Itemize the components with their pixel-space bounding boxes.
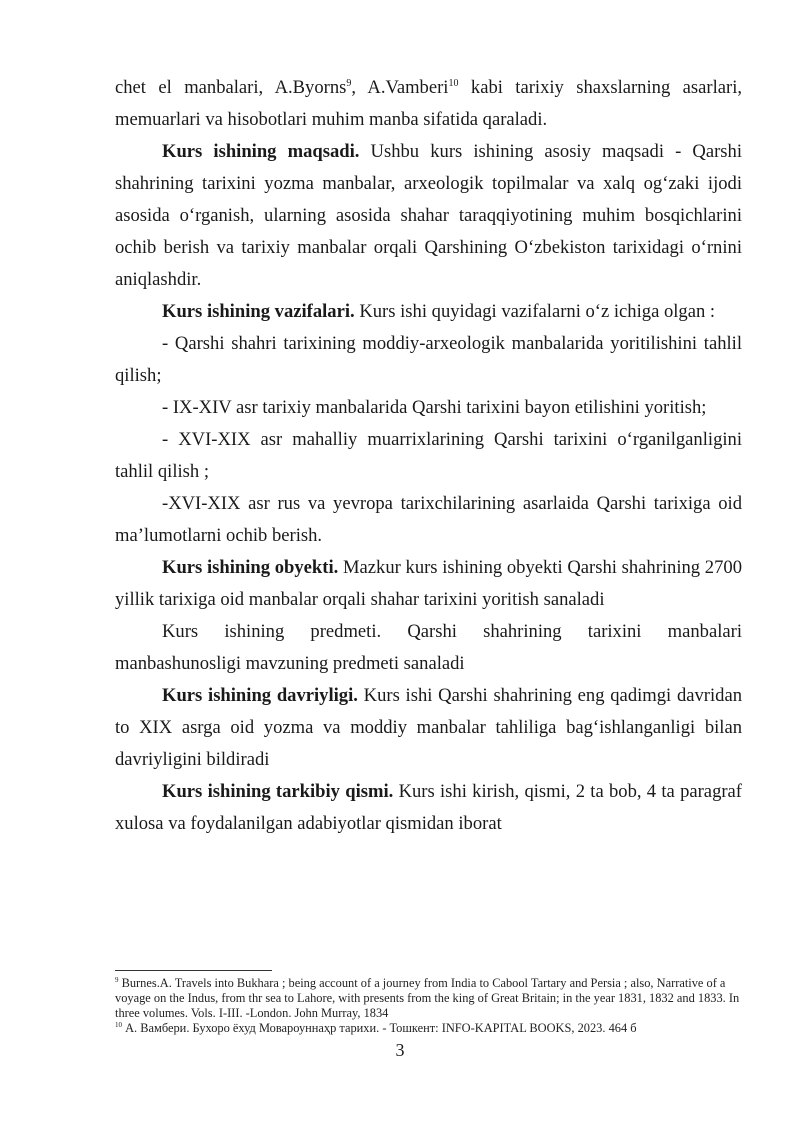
footnote-9: $^9$ Burnes.A. Travels into Bukhara ; being account of a journey from India to Cabool Tartary and Persia ; also, Narrative of a voyage on the Indus, from thr sea to Lahore, with presents from the king of Great Britain; in the year 1831, 1832 and 1833. In three volumes. Vols. I-III. -London. John Murray, 1834 (115, 975, 740, 1020)
paragraph-object: Kurs ishining obyekti. Mazkur kurs ishining obyekti Qarshi shahrining 2700 yillik tarixiga oid manbalar orqali shahar tarixini yoritish sanaladi (115, 557, 742, 610)
heading-tasks: Kurs ishining vazifalari. (162, 301, 355, 322)
body-text (115, 72, 742, 840)
heading-structure: Kurs ishining tarkibiy qismi. (162, 781, 394, 802)
paragraph-tasks: Kurs ishining vazifalari. Kurs ishi quyidagi vazifalarni o‘z ichiga olgan : (162, 301, 716, 322)
footnote-ref-9[interactable]: 9 (346, 77, 352, 89)
paragraph-subject: Kurs ishining predmeti. Qarshi shahrining tarixini manbalari manbashunosligi mavzuning predmeti sanaladi (115, 621, 742, 674)
task-item-1: - Qarshi shahri tarixining moddiy-arxeologik manbalarida yoritilishini tahlil qilish; (115, 333, 742, 386)
page-number: 3 (395, 1040, 405, 1060)
task-item-2: - IX-XIV asr tarixiy manbalarida Qarshi tarixini bayon etilishini yoritish; (162, 397, 707, 418)
footnote-mark: 9 (115, 975, 119, 984)
heading-object: Kurs ishining obyekti. (162, 557, 339, 578)
paragraph-intro-continuation: chet el manbalari, A.Byorns$^9$, A.Vamberi$^{10}$ kabi tarixiy shaxslarning asarlari, memuarlari va hisobotlari muhim manba sifatida qaraladi. (115, 77, 743, 130)
paragraph-structure: Kurs ishining tarkibiy qismi. Kurs ishi kirish, qismi, 2 ta bob, 4 ta paragraf xulosa va foydalanilgan adabiyotlar qismidan iborat (115, 781, 742, 834)
task-item-3: - XVI-XIX asr mahalliy muarrixlarining Qarshi tarixini o‘rganilganligini tahlil qilish ; (115, 429, 742, 482)
footnote-10: $^{10}$ А. Вамбери. Бухоро ёхуд Мовароуннаҳр тарихи. - Тошкент: INFO-KAPITAL BOOKS, 2023. 464 б (115, 1020, 637, 1035)
footnotes (115, 976, 742, 1036)
footnote-ref-10[interactable]: 10 (448, 77, 459, 89)
footnote-separator (115, 970, 272, 971)
task-item-4: -XVI-XIX asr rus va yevropa tarixchilarining asarlaida Qarshi tarixiga oid ma’lumotlarni ochib berish. (115, 493, 742, 546)
paragraph-aim: Kurs ishining maqsadi. Ushbu kurs ishining asosiy maqsadi - Qarshi shahrining tarixini yozma manbalar, arxeologik topilmalar va xalq og‘zaki ijodi asosida o‘rganish, ularning asosida shahar taraqqiyotining muhim bosqichlarini ochib berish va tarixiy manbalar orqali Qarshining O‘zbekiston tarixidagi o‘rnini aniqlashdir. (115, 141, 742, 290)
paragraph-period: Kurs ishining davriyligi. Kurs ishi Qarshi shahrining eng qadimgi davridan to XIX asrga oid yozma va moddiy manbalar tahliliga bag‘ishlanganligi bilan davriyligini bildiradi (115, 685, 742, 770)
heading-period: Kurs ishining davriyligi. (162, 685, 358, 706)
heading-aim: Kurs ishining maqsadi. (162, 141, 360, 162)
footnote-mark: 10 (115, 1020, 122, 1029)
